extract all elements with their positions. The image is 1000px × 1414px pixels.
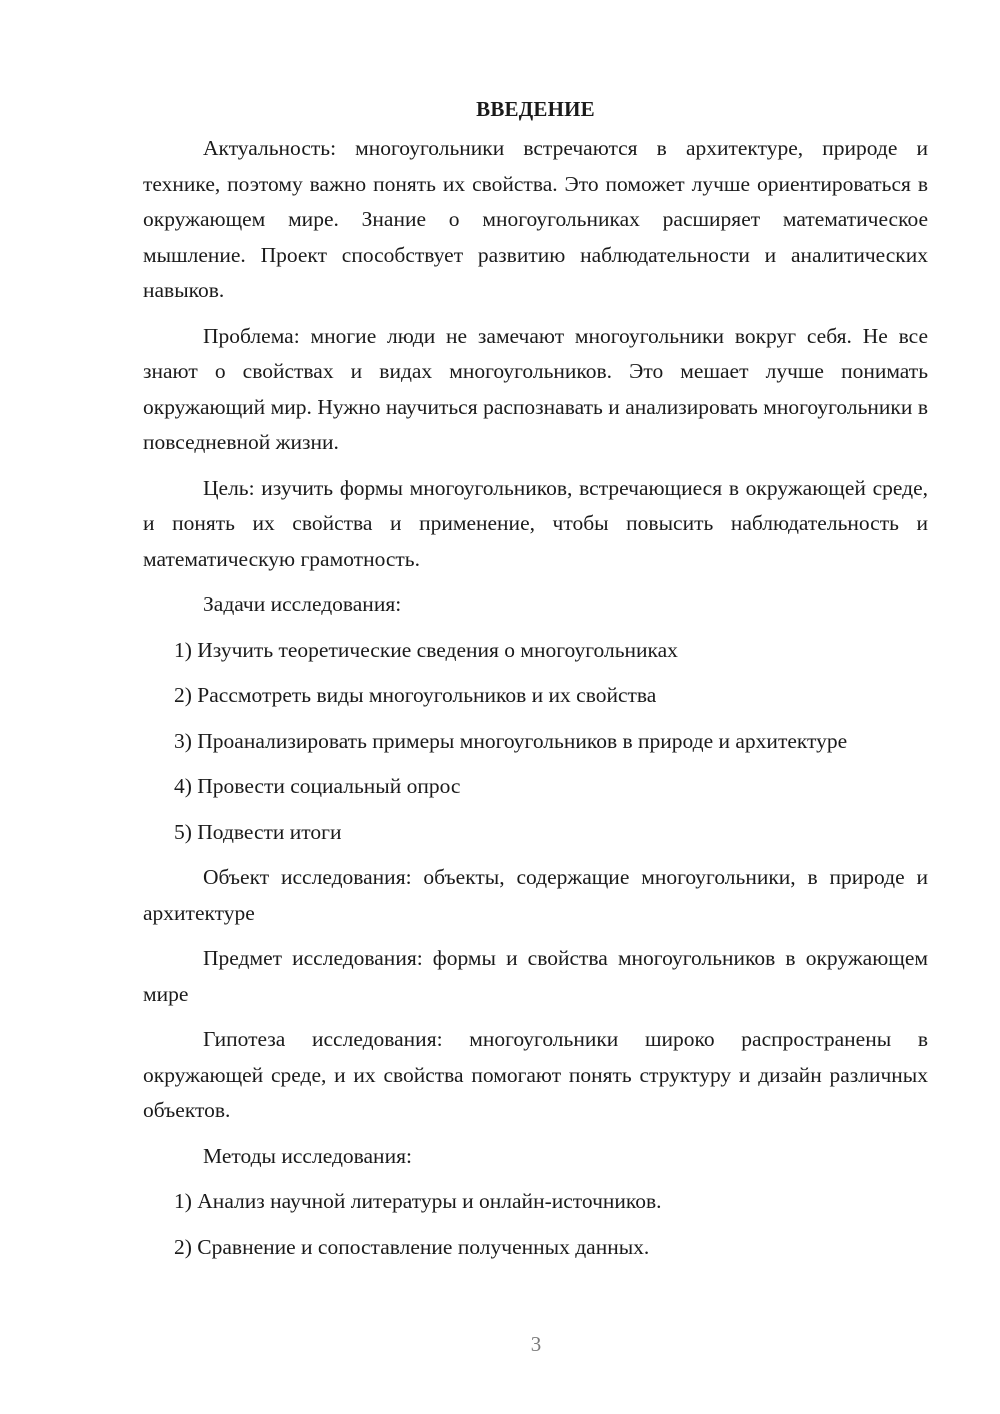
task-item: 1) Изучить теоретические сведения о многоугольниках (174, 637, 678, 662)
tasks-title: Задачи исследования: (203, 592, 402, 616)
task-item: 4) Провести социальный опрос (174, 774, 461, 798)
subject-paragraph: Предмет исследования: формы и свойства многоугольников в окружающем мире (143, 946, 928, 1006)
task-item: 5) Подвести итоги (174, 819, 342, 844)
task-item: 2) Рассмотреть виды многоугольников и их свойства (174, 683, 657, 707)
hypothesis-paragraph: Гипотеза исследования: многоугольники широко распространены в окружающей среде, и их свойства помогают понять структуру и дизайн различных объектов. (143, 1027, 928, 1122)
relevance-paragraph: Актуальность: многоугольники встречаются в архитектуре, природе и технике, поэтому важно понять их свойства. Это поможет лучше ориентироваться в окружающем мире. Знание о многоугольниках расширяет математическое мышление. Проект способствует развитию наблюдательности и аналитических навыков. (143, 136, 928, 302)
method-item: 1) Анализ научной литературы и онлайн-источников. (174, 1189, 662, 1213)
document-page (143, 92, 928, 1275)
problem-paragraph: Проблема: многие люди не замечают многоугольники вокруг себя. Не все знают о свойствах и видах многоугольников. Это мешает лучше понимать окружающий мир. Нужно научиться распознавать и анализировать многоугольники в повседневной жизни. (143, 323, 928, 454)
method-item: 2) Сравнение и сопоставление полученных данных. (174, 1234, 650, 1259)
task-item: 3) Проанализировать примеры многоугольников в природе и архитектуре (174, 728, 848, 753)
object-paragraph: Объект исследования: объекты, содержащие многоугольники, в природе и архитектуре (143, 865, 928, 925)
section-heading: ВВЕДЕНИЕ (476, 97, 595, 121)
page-number: 3 (530, 1332, 542, 1356)
methods-title: Методы исследования: (203, 1143, 412, 1168)
goal-paragraph: Цель: изучить формы многоугольников, встречающиеся в окружающей среде, и понять их свойства и применение, чтобы повысить наблюдательность и математическую грамотность. (143, 475, 928, 571)
